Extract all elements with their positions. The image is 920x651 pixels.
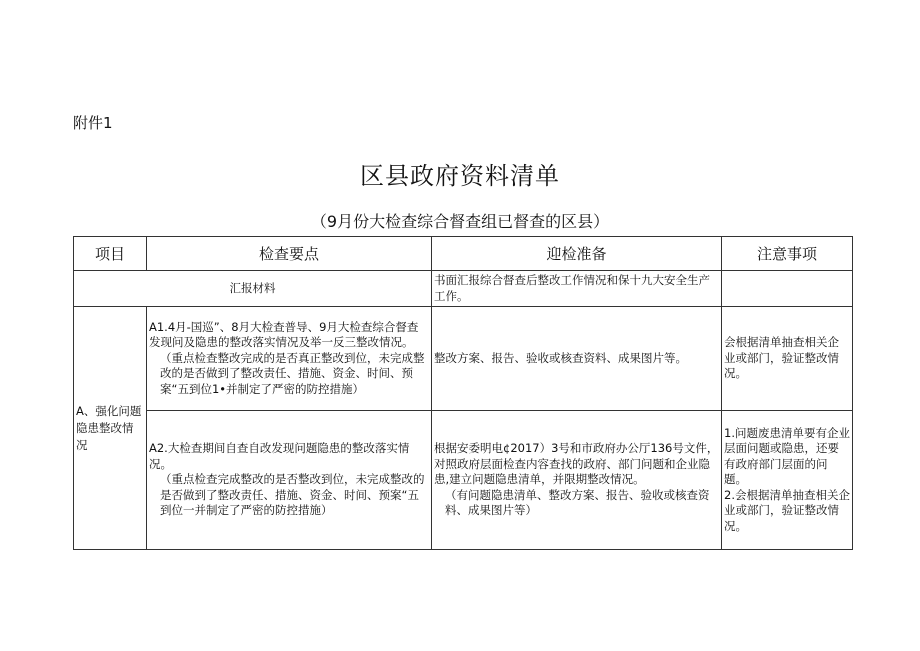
project-cell-a: A、强化问题隐患整改情况: [74, 307, 147, 550]
report-notes-cell: [722, 271, 853, 307]
a2-check-point-main: A2.大检查期间自查自改发现问题隐患的整改落实情况。: [149, 441, 410, 471]
header-preparation: 迎检准备: [432, 237, 722, 271]
header-check-points: 检查要点: [147, 237, 432, 271]
a2-notes-cell: [722, 411, 853, 550]
checklist-table: [73, 236, 853, 550]
a1-check-points-cell: [147, 307, 432, 411]
a2-preparation-detail: （有问题隐患清单、整改方案、报告、验收或核查资料、成果图片等）: [445, 487, 710, 518]
table-header-row: [74, 237, 853, 271]
a2-check-points-cell: [147, 411, 432, 550]
a2-preparation-main: 根据安委明电¢2017）3号和市政府办公厅136号文件，对照政府层面检查内容查找的政府、部门问题和企业隐患,建立问题隐患清单，并限期整改情况。: [434, 441, 719, 487]
document-subtitle: （9月份大检查综合督查组已督查的区县）: [310, 212, 610, 231]
report-row: [74, 271, 853, 307]
a2-note-2: 2.会根据清单抽查相关企业或部门，验证整改情况。: [724, 487, 850, 533]
a2-preparation-cell: [432, 411, 722, 550]
a1-notes-cell: 会根据清单抽查相关企业或部门，验证整改情况。: [722, 307, 853, 411]
header-notes: 注意事项: [722, 237, 853, 271]
a1-preparation-cell: 整改方案、报告、验收或核查资料、成果图片等。: [432, 307, 722, 411]
attachment-label: 附件1: [73, 114, 113, 132]
a1-check-point-main: A1.4月-国巡”、8月大检查普导、9月大检查综合督查发现问及隐患的整改落实情况及举一反三整改情况。: [149, 319, 419, 350]
report-materials-cell: 汇报材料: [74, 271, 432, 307]
a2-note-1: 1.问题废患清单要有企业层面问题或隐患，还要有政府部门层面的问题。: [724, 425, 850, 487]
report-preparation-cell: 书面汇报综合督查后整改工作情况和保十九大安全生产工作。: [432, 271, 722, 307]
header-project: 项目: [74, 237, 147, 271]
table-row-a1: [74, 307, 853, 411]
document-title: 区县政府资料清单: [360, 162, 560, 190]
a2-check-point-detail: （重点检查完成整改的是否整改到位，未完成整改的是否做到了整改责任、措施、资金、时间、预案“五到位一并制定了严密的防控措施）: [160, 472, 425, 518]
a1-check-point-detail: （重点检查整改完成的是否真正整改到位，未完成整改的是否做到了整改责任、措施、资金、时间、预案“五到位1•并制定了严密的防控措施）: [160, 350, 425, 396]
table-row-a2: [74, 411, 853, 550]
